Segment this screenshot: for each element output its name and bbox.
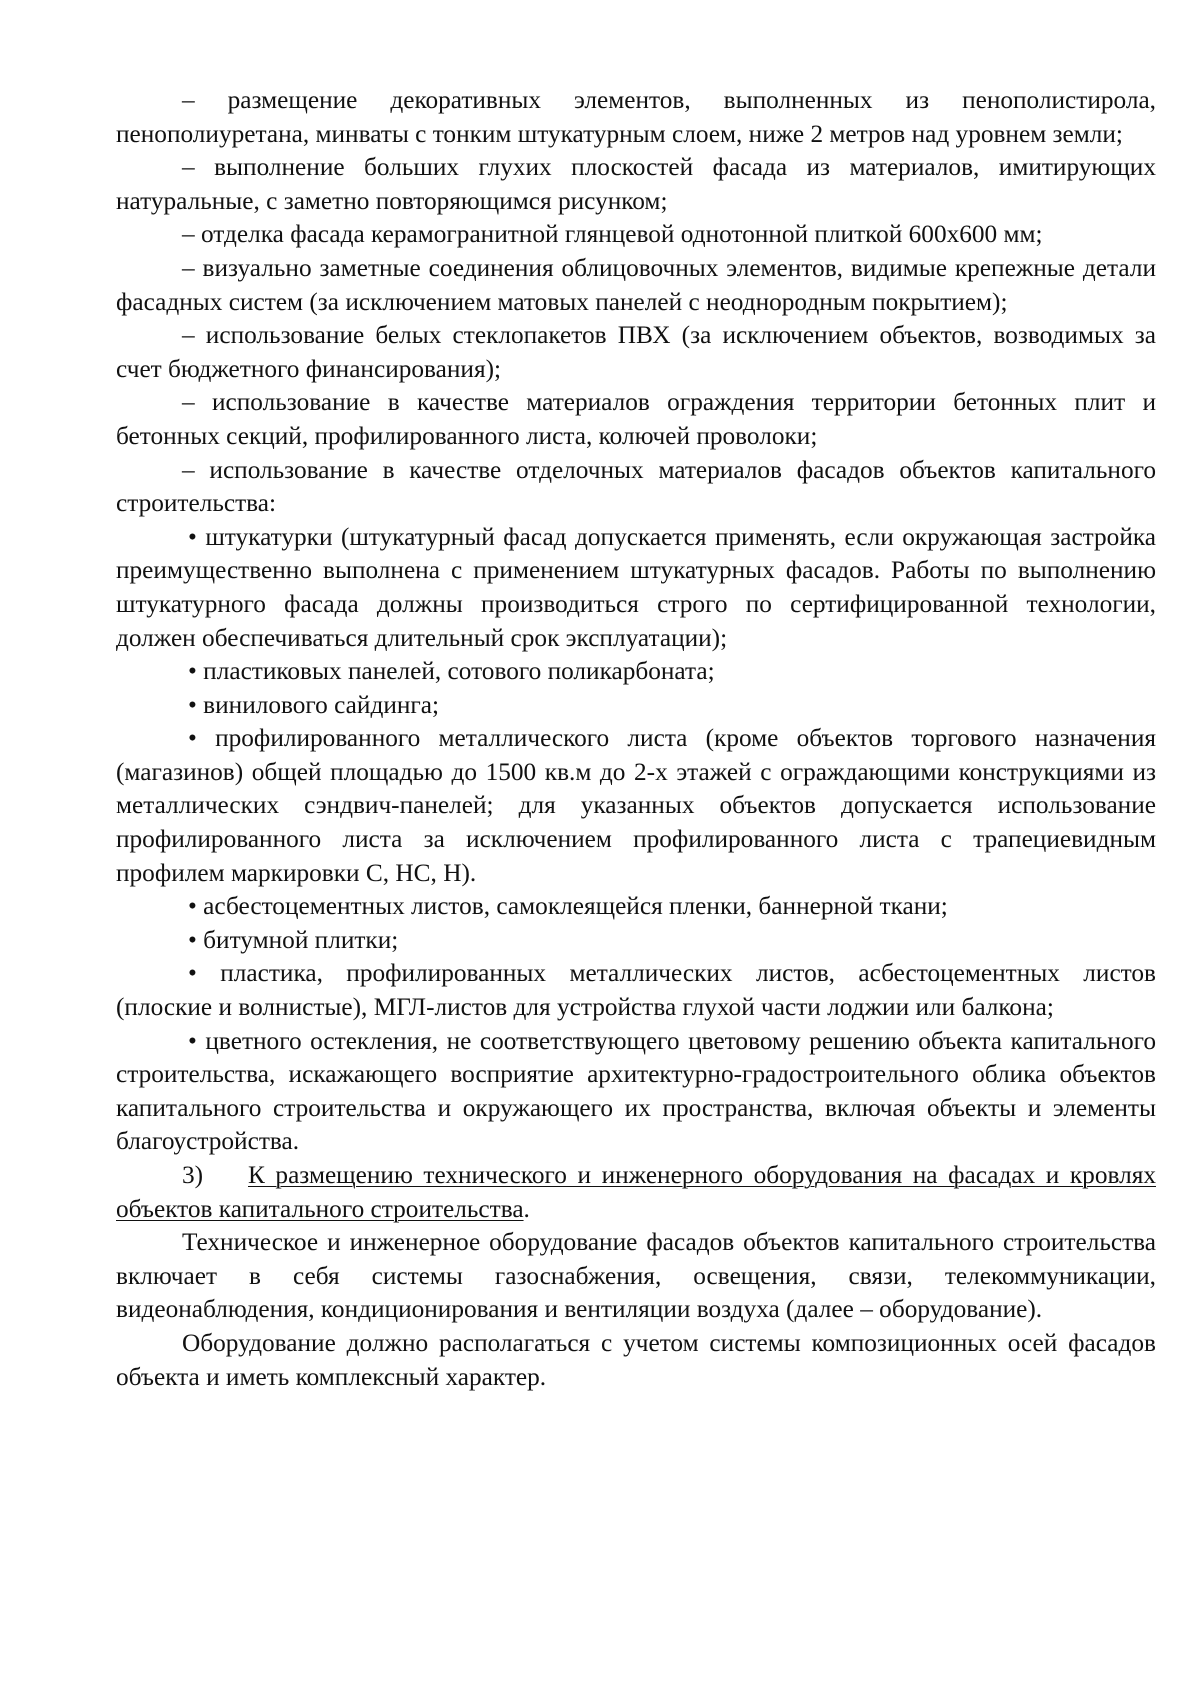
paragraph-equipment-placement: Оборудование должно располагаться с учетом системы композиционных осей фасадов объекта и иметь комплексный характер. (116, 1328, 1156, 1391)
paragraph-equipment-definition: Техническое и инженерное оборудование фасадов объектов капитального строительства включает в себя системы газоснабжения, освещения, связи, телекоммуникации, видеонаблюдения, кондиционирования и вентиляции воздуха (далее – оборудование). (116, 1228, 1156, 1324)
bullet-item-8: • цветного остекления, не соответствующего цветовому решению объекта капитального строительства, искажающего восприятие архитектурно-градостроительного облика объектов капитального строительства и окружающего их пространства, включая объекты и элементы благоустройства. (116, 1026, 1156, 1156)
paragraph-dash-6: – использование в качестве материалов ограждения территории бетонных плит и бетонных секций, профилированного листа, колючей проволоки; (116, 388, 1156, 450)
paragraph-dash-7: – использование в качестве отделочных материалов фасадов объектов капитального строительства: (116, 455, 1156, 518)
bullet-item-2: • пластиковых панелей, сотового поликарбоната; (188, 657, 715, 686)
paragraph-dash-3: – отделка фасада керамогранитной глянцевой однотонной плиткой 600х600 мм; (182, 220, 1043, 249)
section-heading-end: . (523, 1194, 530, 1223)
document-page (116, 84, 1156, 1394)
bullet-item-5: • асбестоцементных листов, самоклеящейся пленки, баннерной ткани; (188, 892, 948, 921)
section-heading-text: К размещению технического и инженерного оборудования на фасадах и кровлях объектов капитального строительства (116, 1161, 1156, 1223)
bullet-item-1: • штукатурки (штукатурный фасад допускается применять, если окружающая застройка преимущественно выполнена с применением штукатурных фасадов. Работы по выполнению штукатурного фасада должны производиться строго по сертифицированной технологии, должен обеспечиваться длительный срок эксплуатации); (116, 522, 1156, 652)
paragraph-dash-2: – выполнение больших глухих плоскостей фасада из материалов, имитирующих натуральные, с заметно повторяющимся рисунком; (116, 153, 1156, 215)
bullet-item-7: • пластика, профилированных металлических листов, асбестоцементных листов (плоские и волнистые), МГЛ-листов для устройства глухой части лоджии или балкона; (116, 959, 1156, 1022)
section-number: 3) (182, 1161, 204, 1189)
bullet-item-6: • битумной плитки; (188, 925, 399, 954)
paragraph-dash-5: – использование белых стеклопакетов ПВХ (за исключением объектов, возводимых за счет бюджетного финансирования); (116, 321, 1156, 383)
section-heading (116, 1159, 1156, 1226)
paragraph-dash-4: – визуально заметные соединения облицовочных элементов, видимые крепежные детали фасадных систем (за исключением матовых панелей с неоднородным покрытием); (116, 253, 1156, 316)
paragraph-dash-1: – размещение декоративных элементов, выполненных из пенополистирола, пенополиуретана, минваты с тонким штукатурным слоем, ниже 2 метров над уровнем земли; (116, 86, 1156, 148)
bullet-item-4: • профилированного металлического листа (кроме объектов торгового назначения (магазинов) общей площадью до 1500 кв.м до 2-х этажей с ограждающими конструкциями из металлических сэндвич-панелей; для указанных объектов допускается использование профилированного листа за исключением профилированного листа с трапециевидным профилем маркировки С, НС, Н). (116, 724, 1156, 887)
bullet-item-3: • винилового сайдинга; (188, 690, 440, 719)
